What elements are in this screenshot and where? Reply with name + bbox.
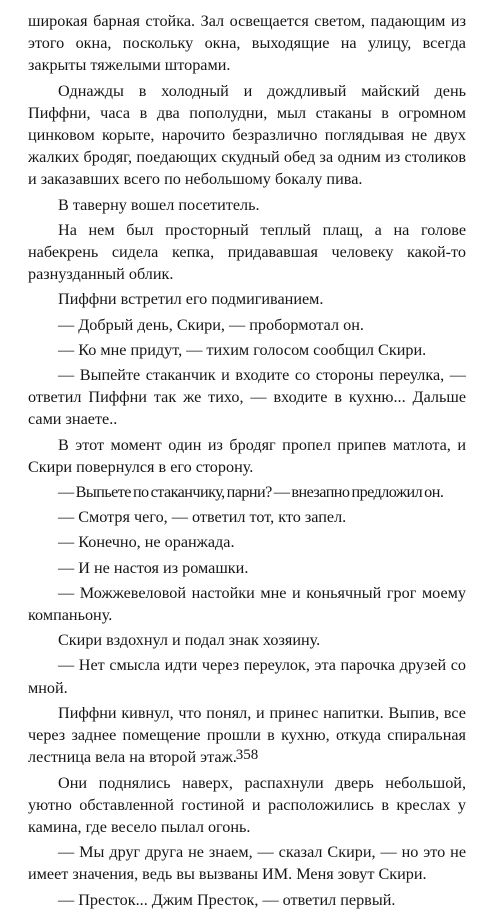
dialogue-line: — И не настоя из ромашки. (58, 558, 249, 577)
paragraph: На нем был просторный теплый плащ, а на голове набекрень сидела кепка, придававшая человеку какой-то разнузданный облик. (28, 220, 466, 284)
paragraph: В этот момент один из бродяг пропел припев матлота, и Скири повернулся в его сторону. (28, 435, 466, 476)
paragraph: Пиффни кивнул, что понял, и принес напитки. Выпив, все через заднее помещение прошли в кухню, откуда спиральная лестница вела на второй этаж. (28, 703, 466, 767)
book-page-text (28, 10, 466, 914)
dialogue-line: — Мы друг друга не знаем, — сказал Скири, — но это не имеет значения, ведь вы вызваны ИМ. Меня зовут Скири. (28, 843, 466, 884)
dialogue-line: — Конечно, не оранжада. (58, 533, 235, 552)
page-number: 358 (235, 747, 259, 763)
paragraph: В таверну вошел посетитель. (58, 195, 260, 214)
paragraph: Скири вздохнул и подал знак хозяину. (58, 631, 321, 650)
dialogue-line: — Выпьете по стаканчику, парни? — внезапно предложил он. (58, 483, 444, 502)
paragraph: Пиффни встретил его подмигиванием. (58, 290, 324, 309)
dialogue-line: — Можжевеловой настойки мне и коньячный грог моему компаньону. (28, 583, 466, 625)
dialogue-line: — Смотря чего, — ответил тот, кто запел. (58, 508, 347, 527)
dialogue-line: — Ко мне придут, — тихим голосом сообщил Скири. (58, 340, 427, 359)
paragraph: Они поднялись наверх, распахнули дверь небольшой, уютно обставленной гостиной и расположились в креслах у камина, где весело пылал огонь. (28, 773, 466, 836)
paragraph: широкая барная стойка. Зал освещается светом, падающим из этого окна, поскольку окна, выходящие на улицу, всегда закрыты тяжелыми шторами. (28, 12, 466, 75)
dialogue-line: — Выпейте стаканчик и входите со стороны переулка, — ответил Пиффни так же тихо, — входите в кухню... Дальше сами знаете.. (28, 366, 466, 429)
dialogue-line: — Добрый день, Скири, — пробормотал он. (58, 315, 364, 334)
dialogue-line: — Нет смысла идти через переулок, эта парочка друзей со мной. (28, 656, 466, 697)
dialogue-line: — Престок... Джим Престок, — ответил первый. (58, 890, 396, 909)
paragraph: Однажды в холодный и дождливый майский день Пиффни, часа в два пополудни, мыл стаканы в огромном цинковом корыте, нарочито безразлично поглядывая не двух жалких бродяг, поедающих скудный обед за одним из столиков и заказавших всего по небольшому бокалу пива. (28, 81, 466, 189)
